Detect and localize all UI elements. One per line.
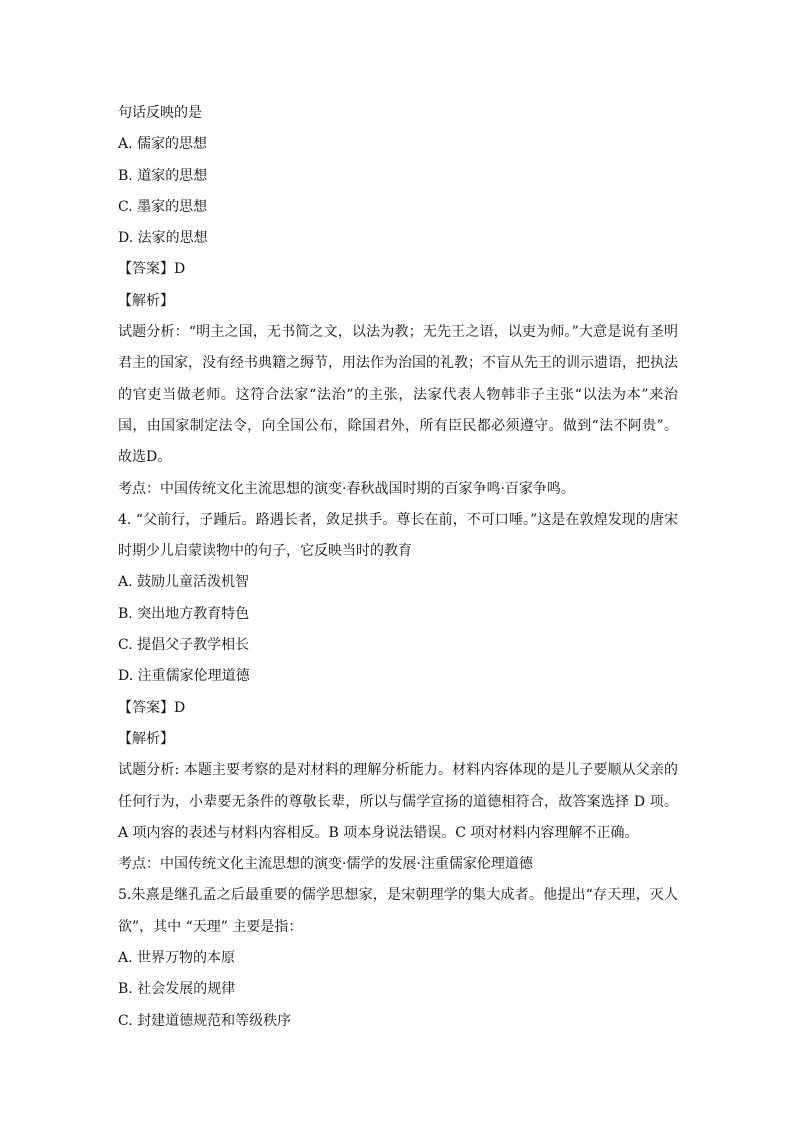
answer-label: 【答案】D: [118, 261, 186, 278]
text-line-0: 句话反映的是: [118, 105, 202, 121]
option-b: B. 道家的思想: [118, 167, 208, 184]
q4-answer-label: 【答案】D: [118, 699, 186, 716]
option-c: C. 墨家的思想: [118, 198, 208, 215]
q5-option-a: A. 世界万物的本原: [118, 950, 236, 967]
q5-option-c: C. 封建道德规范和等级秩序: [118, 1012, 292, 1029]
key-point: 考点：中国传统文化主流思想的演变·春秋战国时期的百家争鸣·百家争鸣。: [118, 480, 575, 497]
q4-key-point: 考点：中国传统文化主流思想的演变·儒学的发展·注重儒家伦理道德: [118, 856, 533, 873]
analysis-label: 【解析】: [118, 292, 174, 309]
document-page: [118, 98, 678, 1037]
option-d: D. 法家的思想: [118, 230, 208, 247]
q4-option-c: C. 提倡父子教学相长: [118, 637, 250, 654]
q5-option-b: B. 社会发展的规律: [118, 981, 236, 998]
q4-option-b: B. 突出地方教育特色: [118, 605, 250, 622]
q4-option-d: D. 注重儒家伦理道德: [118, 668, 250, 685]
q4-analysis-label: 【解析】: [118, 730, 174, 747]
option-a: A. 儒家的思想: [118, 136, 208, 153]
analysis-paragraph: 试题分析：“明主之国，无书简之文，以法为教；无先王之语，以吏为师。”大意是说有圣明君主的国家，没有经书典籍之缛节，用法作为治国的礼教；不盲从先王的训示遗语，把执法的官吏当做老师。这符合法家“法治”的主张，法家代表人物韩非子主张“以法为本”来治国，由国家制定法令，向全国公布，除国君外，所有臣民都必须遵守。做到“法不阿贵”。故选D。: [118, 324, 678, 466]
q4-analysis-paragraph: 试题分析: 本题主要考察的是对材料的理解分析能力。材料内容体现的是儿子要顺从父亲的任何行为，小辈要无条件的尊敬长辈，所以与儒学宣扬的道德相符合，故答案选择 D 项。A 项内容的表述与材料内容相反。B 项本身说法错误。C 项对材料内容理解不正确。: [118, 762, 678, 841]
question-4: 4. “父前行，子踵后。路遇长者，敛足拱手。尊长在前，不可口唾。”这是在敦煌发现的唐宋时期少儿启蒙读物中的句子，它反映当时的教育: [118, 511, 678, 560]
question-5: 5.朱熹是继孔孟之后最重要的儒学思想家，是宋朝理学的集大成者。他提出“存天理，灭人欲”，其中 “天理” 主要是指：: [118, 887, 678, 935]
q4-option-a: A. 鼓励儿童活泼机智: [118, 574, 250, 591]
